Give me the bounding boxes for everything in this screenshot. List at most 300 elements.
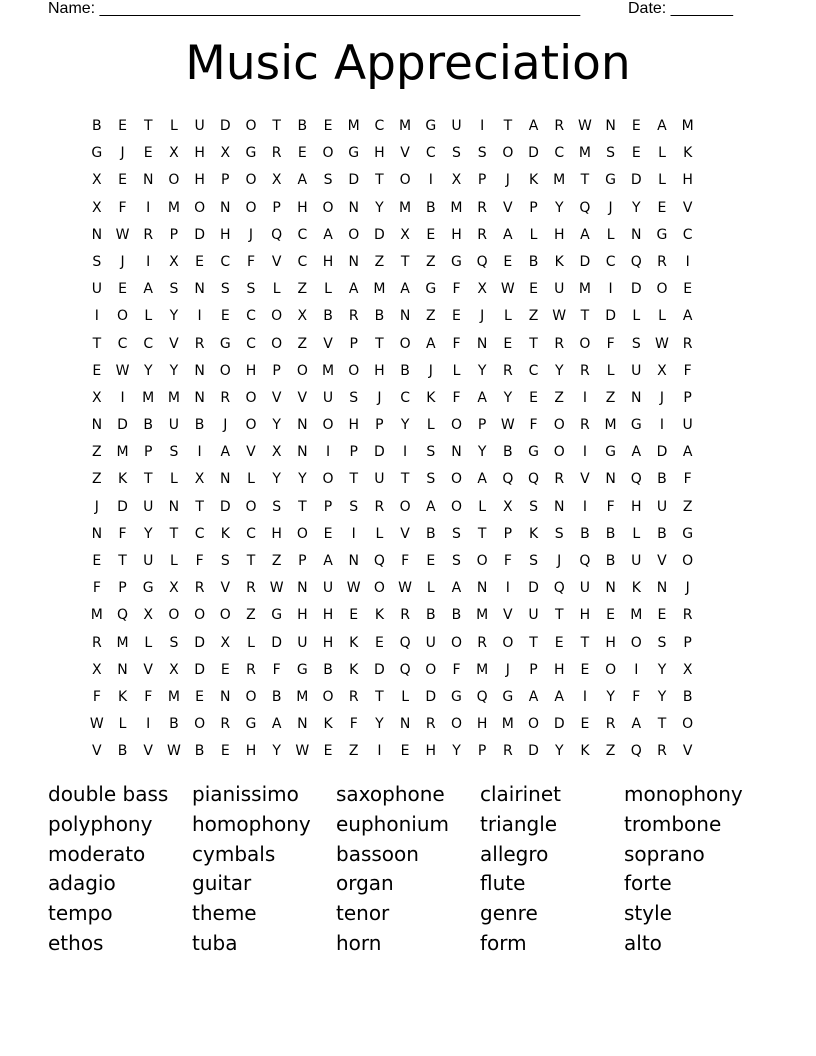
grid-letter[interactable]: Q: [528, 471, 540, 488]
grid-letter[interactable]: Q: [553, 580, 565, 597]
grid-letter[interactable]: R: [425, 716, 436, 733]
grid-letter[interactable]: W: [577, 118, 592, 134]
grid-letter[interactable]: X: [220, 634, 231, 651]
grid-letter[interactable]: T: [503, 118, 513, 134]
grid-letter[interactable]: A: [682, 444, 693, 461]
grid-letter[interactable]: H: [322, 634, 334, 651]
grid-letter[interactable]: X: [271, 172, 282, 189]
grid-letter[interactable]: L: [144, 634, 153, 651]
grid-letter[interactable]: J: [223, 417, 228, 434]
grid-letter[interactable]: G: [219, 335, 231, 352]
grid-letter[interactable]: V: [682, 743, 693, 760]
grid-letter[interactable]: N: [348, 253, 359, 270]
grid-letter[interactable]: E: [323, 118, 333, 134]
grid-letter[interactable]: P: [143, 444, 153, 461]
grid-letter[interactable]: O: [245, 417, 257, 434]
grid-letter[interactable]: Z: [92, 471, 102, 488]
grid-letter[interactable]: G: [605, 172, 617, 189]
grid-letter[interactable]: L: [478, 498, 487, 515]
grid-letter[interactable]: U: [554, 281, 565, 298]
grid-letter[interactable]: M: [553, 172, 566, 189]
grid-letter[interactable]: O: [271, 335, 283, 352]
grid-letter[interactable]: Y: [169, 362, 179, 379]
grid-letter[interactable]: O: [450, 417, 462, 434]
grid-letter[interactable]: E: [92, 553, 102, 569]
grid-letter[interactable]: R: [580, 362, 590, 379]
grid-letter[interactable]: R: [502, 362, 513, 379]
grid-letter[interactable]: D: [630, 172, 642, 189]
grid-letter[interactable]: L: [118, 716, 127, 733]
grid-letter[interactable]: E: [349, 607, 359, 624]
grid-letter[interactable]: F: [452, 335, 461, 352]
grid-letter[interactable]: Y: [169, 308, 179, 325]
grid-letter[interactable]: N: [297, 716, 308, 733]
grid-letter[interactable]: G: [425, 118, 437, 134]
grid-letter[interactable]: O: [322, 199, 334, 216]
grid-letter[interactable]: L: [452, 362, 461, 379]
grid-letter[interactable]: H: [605, 634, 616, 651]
grid-letter[interactable]: R: [348, 308, 359, 325]
grid-letter[interactable]: G: [296, 661, 308, 678]
grid-letter[interactable]: Y: [143, 525, 153, 542]
grid-letter[interactable]: O: [296, 362, 308, 379]
grid-letter[interactable]: H: [631, 498, 642, 515]
grid-letter[interactable]: C: [554, 145, 565, 162]
grid-letter[interactable]: E: [503, 253, 513, 270]
grid-letter[interactable]: Z: [374, 253, 385, 270]
grid-letter[interactable]: D: [374, 444, 385, 461]
grid-letter[interactable]: A: [477, 471, 487, 488]
grid-letter[interactable]: F: [632, 688, 641, 705]
grid-letter[interactable]: P: [477, 743, 487, 760]
grid-letter[interactable]: N: [91, 226, 103, 243]
grid-letter[interactable]: B: [323, 308, 333, 325]
grid-letter[interactable]: M: [167, 199, 180, 216]
grid-letter[interactable]: I: [505, 580, 510, 597]
grid-letter[interactable]: B: [117, 743, 128, 760]
grid-letter[interactable]: O: [348, 362, 360, 379]
grid-letter[interactable]: I: [197, 444, 202, 461]
grid-letter[interactable]: Z: [605, 389, 616, 406]
grid-letter[interactable]: G: [271, 607, 283, 624]
grid-letter[interactable]: R: [657, 743, 667, 760]
grid-letter[interactable]: A: [348, 281, 359, 298]
grid-letter[interactable]: L: [247, 471, 255, 488]
grid-letter[interactable]: A: [143, 281, 153, 298]
grid-letter[interactable]: Y: [375, 716, 384, 733]
grid-letter[interactable]: O: [168, 172, 180, 189]
grid-letter[interactable]: H: [682, 172, 693, 189]
grid-letter[interactable]: F: [683, 471, 692, 488]
grid-letter[interactable]: A: [528, 688, 539, 705]
grid-letter[interactable]: R: [554, 335, 565, 352]
grid-letter[interactable]: F: [272, 661, 281, 678]
grid-letter[interactable]: M: [450, 199, 463, 216]
grid-letter[interactable]: M: [321, 362, 335, 379]
grid-letter[interactable]: Y: [554, 362, 564, 379]
grid-letter[interactable]: D: [117, 498, 128, 515]
grid-letter[interactable]: X: [657, 362, 667, 379]
grid-letter[interactable]: V: [400, 145, 410, 162]
grid-letter[interactable]: J: [428, 362, 433, 379]
grid-letter[interactable]: Q: [476, 253, 488, 270]
grid-letter[interactable]: P: [118, 580, 127, 597]
grid-letter[interactable]: W: [115, 362, 130, 379]
grid-letter[interactable]: O: [425, 661, 437, 678]
grid-letter[interactable]: H: [374, 362, 385, 379]
grid-letter[interactable]: A: [271, 716, 282, 733]
grid-letter[interactable]: O: [553, 444, 565, 461]
grid-letter[interactable]: B: [374, 308, 385, 325]
grid-letter[interactable]: E: [195, 688, 205, 705]
grid-letter[interactable]: Z: [297, 281, 308, 298]
grid-letter[interactable]: I: [146, 716, 151, 733]
grid-letter[interactable]: A: [323, 226, 333, 243]
grid-letter[interactable]: K: [683, 145, 693, 162]
grid-letter[interactable]: U: [322, 389, 334, 406]
grid-letter[interactable]: X: [297, 308, 308, 325]
grid-letter[interactable]: H: [374, 145, 385, 162]
grid-letter[interactable]: D: [528, 743, 539, 760]
grid-letter[interactable]: F: [452, 281, 461, 298]
grid-letter[interactable]: E: [118, 118, 127, 134]
grid-letter[interactable]: X: [169, 661, 179, 678]
grid-letter[interactable]: D: [579, 253, 591, 270]
grid-letter[interactable]: N: [399, 308, 411, 325]
grid-letter[interactable]: L: [658, 308, 666, 325]
grid-letter[interactable]: F: [118, 199, 127, 216]
grid-letter[interactable]: T: [246, 553, 256, 569]
grid-letter[interactable]: J: [685, 580, 690, 597]
grid-letter[interactable]: L: [632, 525, 641, 542]
grid-letter[interactable]: V: [323, 335, 333, 352]
grid-letter[interactable]: S: [169, 634, 179, 651]
grid-letter[interactable]: X: [451, 172, 462, 189]
grid-letter[interactable]: S: [529, 553, 538, 569]
grid-letter[interactable]: O: [399, 335, 411, 352]
grid-letter[interactable]: I: [582, 498, 587, 515]
grid-letter[interactable]: E: [118, 281, 127, 298]
grid-letter[interactable]: R: [682, 335, 693, 352]
grid-letter[interactable]: B: [323, 661, 333, 678]
grid-letter[interactable]: L: [606, 362, 615, 379]
grid-letter[interactable]: P: [477, 172, 487, 189]
grid-letter[interactable]: O: [245, 389, 257, 406]
grid-letter[interactable]: X: [169, 145, 179, 162]
grid-letter[interactable]: Q: [579, 199, 591, 216]
grid-letter[interactable]: Q: [271, 226, 283, 243]
grid-letter[interactable]: F: [606, 335, 615, 352]
grid-letter[interactable]: R: [502, 743, 513, 760]
grid-letter[interactable]: C: [246, 525, 256, 542]
grid-letter[interactable]: D: [219, 498, 231, 515]
grid-letter[interactable]: C: [246, 308, 256, 325]
grid-letter[interactable]: L: [170, 471, 178, 488]
grid-letter[interactable]: Y: [477, 362, 487, 379]
grid-letter[interactable]: N: [220, 471, 231, 488]
grid-letter[interactable]: B: [503, 444, 513, 461]
grid-letter[interactable]: O: [399, 498, 411, 515]
grid-letter[interactable]: D: [656, 444, 668, 461]
grid-letter[interactable]: A: [323, 553, 333, 569]
grid-letter[interactable]: S: [477, 145, 487, 162]
grid-letter[interactable]: H: [579, 607, 591, 624]
grid-letter[interactable]: U: [297, 634, 308, 651]
grid-letter[interactable]: M: [476, 607, 489, 624]
grid-letter[interactable]: Q: [476, 688, 488, 705]
grid-letter[interactable]: R: [374, 498, 385, 515]
grid-letter[interactable]: Y: [272, 417, 281, 434]
grid-letter[interactable]: E: [374, 634, 384, 651]
grid-letter[interactable]: U: [528, 607, 539, 624]
grid-letter[interactable]: A: [451, 580, 462, 597]
grid-letter[interactable]: T: [529, 335, 538, 352]
grid-letter[interactable]: G: [630, 417, 642, 434]
grid-letter[interactable]: O: [348, 226, 360, 243]
grid-letter[interactable]: A: [657, 118, 667, 134]
grid-letter[interactable]: P: [349, 335, 358, 352]
grid-letter[interactable]: I: [685, 253, 690, 270]
grid-letter[interactable]: K: [374, 607, 384, 624]
grid-letter[interactable]: N: [91, 525, 103, 542]
grid-letter[interactable]: F: [401, 553, 410, 569]
grid-letter[interactable]: T: [349, 471, 358, 488]
grid-letter[interactable]: F: [452, 661, 461, 678]
grid-letter[interactable]: E: [631, 118, 641, 134]
grid-letter[interactable]: A: [631, 444, 642, 461]
grid-letter[interactable]: M: [501, 716, 514, 733]
grid-letter[interactable]: H: [451, 226, 462, 243]
grid-letter[interactable]: B: [425, 525, 436, 542]
grid-letter[interactable]: A: [400, 281, 410, 298]
grid-letter[interactable]: U: [451, 118, 462, 134]
grid-letter[interactable]: O: [579, 335, 591, 352]
grid-letter[interactable]: Q: [630, 471, 642, 488]
grid-letter[interactable]: K: [426, 389, 436, 406]
grid-letter[interactable]: S: [606, 145, 616, 162]
grid-letter[interactable]: H: [348, 417, 359, 434]
grid-letter[interactable]: H: [245, 743, 257, 760]
grid-letter[interactable]: L: [606, 226, 615, 243]
grid-letter[interactable]: N: [476, 335, 488, 352]
grid-letter[interactable]: B: [657, 471, 667, 488]
grid-letter[interactable]: V: [400, 525, 410, 542]
grid-letter[interactable]: K: [220, 525, 230, 542]
grid-letter[interactable]: S: [92, 253, 102, 270]
grid-letter[interactable]: N: [348, 553, 359, 569]
grid-letter[interactable]: X: [92, 661, 102, 678]
grid-letter[interactable]: E: [452, 308, 461, 325]
grid-letter[interactable]: P: [272, 362, 281, 379]
grid-letter[interactable]: F: [606, 498, 615, 515]
grid-letter[interactable]: P: [169, 226, 179, 243]
grid-letter[interactable]: F: [195, 553, 204, 569]
grid-letter[interactable]: Q: [630, 253, 642, 270]
grid-letter[interactable]: K: [349, 661, 359, 678]
grid-letter[interactable]: C: [297, 226, 308, 243]
grid-letter[interactable]: P: [221, 172, 230, 189]
grid-letter[interactable]: D: [194, 661, 205, 678]
grid-letter[interactable]: K: [528, 525, 539, 542]
grid-letter[interactable]: G: [605, 444, 617, 461]
grid-letter[interactable]: S: [426, 444, 436, 461]
grid-letter[interactable]: O: [630, 634, 642, 651]
grid-letter[interactable]: G: [528, 444, 539, 461]
grid-letter[interactable]: H: [194, 145, 205, 162]
grid-letter[interactable]: R: [220, 716, 231, 733]
grid-letter[interactable]: U: [143, 498, 154, 515]
grid-letter[interactable]: O: [553, 417, 565, 434]
grid-letter[interactable]: H: [425, 743, 437, 760]
grid-letter[interactable]: P: [349, 444, 358, 461]
grid-letter[interactable]: O: [194, 607, 206, 624]
grid-letter[interactable]: U: [91, 281, 102, 298]
grid-letter[interactable]: I: [146, 199, 151, 216]
grid-letter[interactable]: E: [143, 145, 153, 162]
grid-letter[interactable]: T: [580, 308, 590, 325]
grid-letter[interactable]: O: [682, 716, 694, 733]
grid-letter[interactable]: I: [403, 444, 408, 461]
grid-letter[interactable]: K: [117, 471, 128, 488]
grid-letter[interactable]: L: [324, 281, 332, 298]
grid-letter[interactable]: K: [580, 743, 590, 760]
grid-letter[interactable]: M: [347, 118, 360, 134]
grid-letter[interactable]: X: [682, 661, 693, 678]
grid-letter[interactable]: F: [349, 716, 358, 733]
grid-letter[interactable]: G: [656, 226, 668, 243]
grid-letter[interactable]: Q: [502, 471, 514, 488]
grid-letter[interactable]: T: [375, 335, 384, 352]
grid-letter[interactable]: D: [425, 688, 437, 705]
grid-letter[interactable]: E: [220, 308, 230, 325]
grid-letter[interactable]: W: [166, 743, 181, 760]
grid-letter[interactable]: N: [631, 389, 642, 406]
grid-letter[interactable]: J: [505, 661, 510, 678]
grid-letter[interactable]: N: [605, 471, 616, 488]
grid-letter[interactable]: T: [400, 471, 410, 488]
grid-letter[interactable]: T: [529, 634, 538, 651]
grid-letter[interactable]: O: [194, 716, 206, 733]
grid-letter[interactable]: S: [349, 498, 359, 515]
grid-letter[interactable]: D: [194, 634, 205, 651]
grid-letter[interactable]: B: [528, 253, 539, 270]
grid-letter[interactable]: S: [323, 172, 333, 189]
grid-letter[interactable]: B: [400, 362, 410, 379]
grid-letter[interactable]: E: [631, 145, 641, 162]
grid-letter[interactable]: R: [657, 253, 667, 270]
grid-letter[interactable]: L: [247, 634, 255, 651]
grid-letter[interactable]: E: [400, 743, 410, 760]
grid-letter[interactable]: Y: [503, 389, 513, 406]
grid-letter[interactable]: J: [608, 199, 613, 216]
grid-letter[interactable]: G: [348, 145, 360, 162]
grid-letter[interactable]: F: [683, 362, 692, 379]
grid-letter[interactable]: R: [477, 226, 488, 243]
grid-letter[interactable]: I: [634, 661, 639, 678]
grid-letter[interactable]: A: [425, 498, 436, 515]
grid-letter[interactable]: Q: [117, 607, 129, 624]
grid-letter[interactable]: V: [271, 253, 282, 270]
grid-letter[interactable]: L: [658, 172, 666, 189]
grid-letter[interactable]: Z: [554, 389, 565, 406]
grid-letter[interactable]: W: [269, 580, 284, 597]
grid-letter[interactable]: R: [194, 580, 205, 597]
grid-letter[interactable]: Y: [375, 199, 384, 216]
grid-letter[interactable]: P: [529, 199, 538, 216]
grid-letter[interactable]: L: [426, 417, 435, 434]
grid-letter[interactable]: N: [297, 417, 308, 434]
grid-letter[interactable]: V: [580, 471, 590, 488]
grid-letter[interactable]: J: [377, 389, 382, 406]
grid-letter[interactable]: N: [399, 716, 411, 733]
grid-letter[interactable]: X: [503, 498, 513, 515]
grid-letter[interactable]: T: [477, 525, 487, 542]
grid-letter[interactable]: K: [554, 253, 564, 270]
grid-letter[interactable]: R: [400, 607, 410, 624]
grid-letter[interactable]: Y: [606, 688, 615, 705]
grid-letter[interactable]: L: [426, 580, 435, 597]
grid-letter[interactable]: S: [426, 471, 436, 488]
grid-letter[interactable]: U: [143, 553, 154, 569]
grid-letter[interactable]: M: [476, 661, 489, 678]
grid-letter[interactable]: N: [220, 688, 231, 705]
grid-letter[interactable]: G: [245, 716, 257, 733]
grid-letter[interactable]: B: [143, 417, 154, 434]
grid-letter[interactable]: O: [322, 417, 334, 434]
grid-letter[interactable]: W: [398, 580, 413, 597]
grid-letter[interactable]: C: [425, 145, 436, 162]
grid-letter[interactable]: C: [220, 253, 231, 270]
grid-letter[interactable]: P: [272, 199, 281, 216]
grid-letter[interactable]: F: [92, 688, 101, 705]
grid-letter[interactable]: U: [631, 362, 642, 379]
grid-letter[interactable]: W: [552, 308, 567, 325]
grid-letter[interactable]: S: [220, 553, 230, 569]
grid-letter[interactable]: P: [503, 525, 513, 542]
grid-letter[interactable]: I: [582, 688, 587, 705]
grid-letter[interactable]: Y: [657, 688, 667, 705]
grid-letter[interactable]: Z: [682, 498, 693, 515]
grid-letter[interactable]: J: [659, 389, 665, 406]
grid-letter[interactable]: O: [322, 688, 334, 705]
grid-letter[interactable]: D: [194, 226, 205, 243]
grid-letter[interactable]: A: [503, 226, 513, 243]
grid-letter[interactable]: D: [219, 118, 231, 134]
grid-letter[interactable]: H: [271, 525, 282, 542]
grid-letter[interactable]: O: [245, 172, 257, 189]
grid-letter[interactable]: U: [194, 118, 205, 134]
grid-letter[interactable]: E: [426, 553, 436, 569]
grid-letter[interactable]: E: [92, 362, 102, 379]
grid-letter[interactable]: A: [682, 308, 693, 325]
grid-letter[interactable]: T: [298, 498, 307, 515]
grid-letter[interactable]: L: [658, 145, 666, 162]
grid-letter[interactable]: U: [631, 553, 642, 569]
grid-letter[interactable]: P: [323, 498, 333, 515]
grid-letter[interactable]: E: [580, 661, 590, 678]
grid-letter[interactable]: Z: [425, 308, 436, 325]
grid-letter[interactable]: F: [92, 580, 101, 597]
grid-letter[interactable]: O: [502, 634, 514, 651]
grid-letter[interactable]: A: [554, 688, 564, 705]
grid-letter[interactable]: O: [373, 580, 385, 597]
grid-letter[interactable]: B: [580, 525, 590, 542]
grid-letter[interactable]: J: [120, 253, 125, 270]
grid-letter[interactable]: X: [194, 471, 205, 488]
grid-letter[interactable]: U: [425, 634, 436, 651]
grid-letter[interactable]: K: [323, 716, 333, 733]
grid-letter[interactable]: R: [143, 226, 154, 243]
